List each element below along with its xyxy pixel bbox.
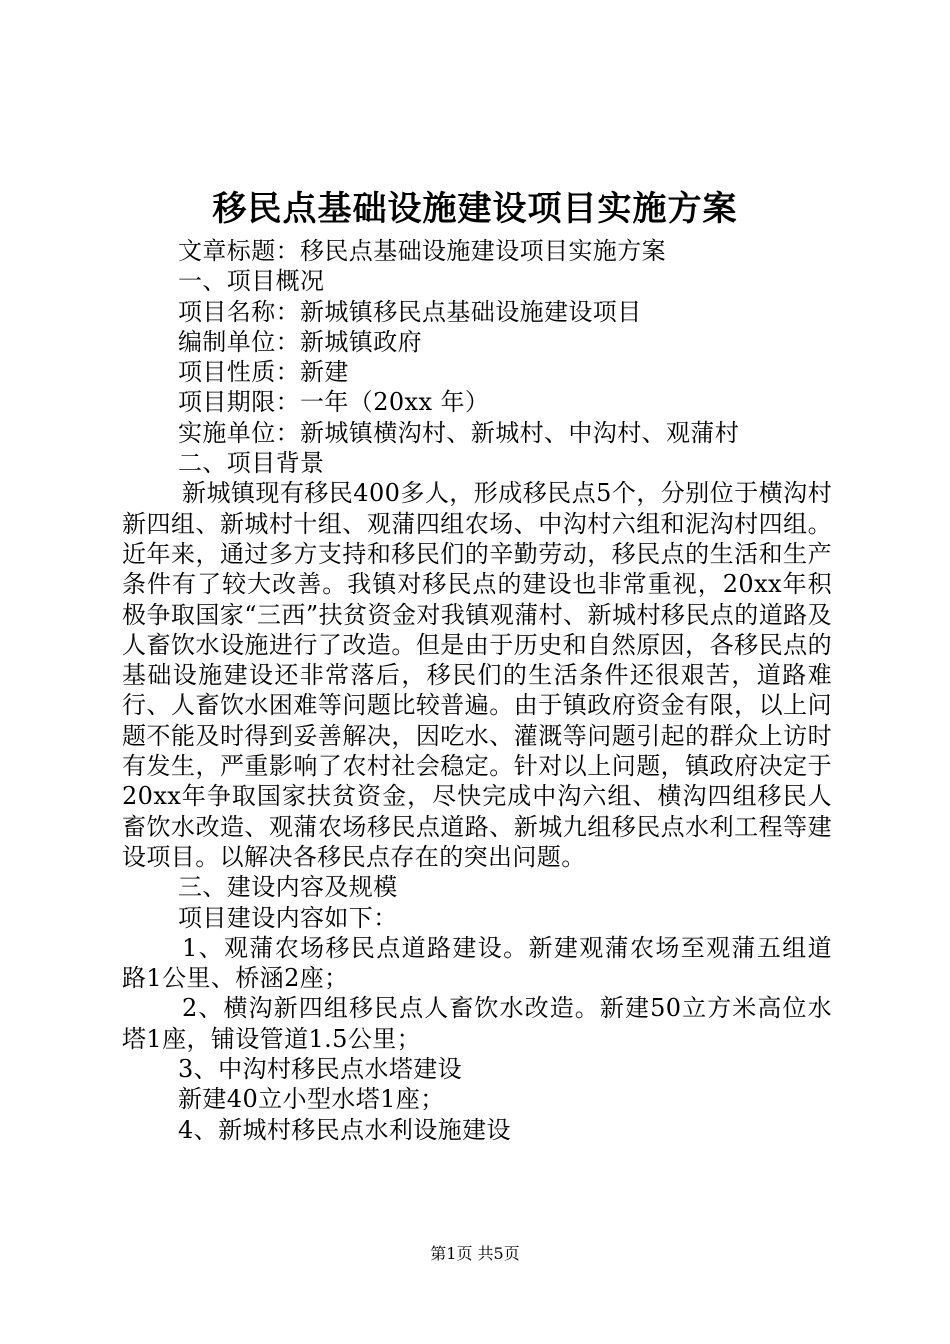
page-number: 第1页 共5页: [430, 1244, 520, 1263]
document-body: [122, 236, 832, 1145]
construction-item-3-heading: 3、中沟村移民点水塔建设: [178, 1055, 463, 1084]
document-title: 移民点基础设施建设项目实施方案: [212, 189, 738, 229]
section-heading-overview: 一、项目概况: [178, 267, 325, 296]
section-heading-construction: 三、建设内容及规模: [178, 873, 398, 902]
construction-item-2: 2、横沟新四组移民点人畜饮水改造。新建50立方米高位水塔1座，铺设管道1.5公里；: [122, 994, 832, 1053]
construction-intro: 项目建设内容如下：: [178, 903, 398, 932]
project-nature-line: 项目性质：新建: [178, 358, 349, 387]
construction-item-4-heading: 4、新城村移民点水利设施建设: [178, 1115, 511, 1144]
article-title-line: 文章标题：移民点基础设施建设项目实施方案: [178, 237, 666, 265]
construction-item-3-text: 新建40立小型水塔1座；: [178, 1085, 445, 1114]
compiler-line: 编制单位：新城镇政府: [178, 327, 422, 356]
background-paragraph: 新城镇现有移民400多人，形成移民点5个，分别位于横沟村新四组、新城村十组、观蒲四组农场、中沟村六组和泥沟村四组。近年来，通过多方支持和移民们的辛勤劳动，移民点的生活和生产条件有了较大改善。我镇对移民点的建设也非常重视，20xx年积极争取国家“三西”扶贫资金对我镇观蒲村、新城村移民点的道路及人畜饮水设施进行了改造。但是由于历史和自然原因，各移民点的基础设施建设还非常落后，移民们的生活条件还很艰苦，道路难行、人畜饮水困难等问题比较普遍。由于镇政府资金有限，以上问题不能及时得到妥善解决，因吃水、灌溉等问题引起的群众上访时有发生，严重影响了农村社会稳定。针对以上问题，镇政府决定于20xx年争取国家扶贫资金，尽快完成中沟六组、横沟四组移民人畜饮水改造、观蒲农场移民点道路、新城九组移民点水利工程等建设项目。以解决各移民点存在的突出问题。: [122, 479, 832, 871]
implementer-line: 实施单位：新城镇横沟村、新城村、中沟村、观蒲村: [178, 418, 740, 447]
section-heading-background: 二、项目背景: [178, 449, 325, 478]
construction-item-1: 1、观蒲农场移民点道路建设。新建观蒲农场至观蒲五组道路1公里、桥涵2座；: [122, 933, 832, 993]
project-term-line: 项目期限：一年（20xx 年）: [178, 388, 490, 417]
project-name-line: 项目名称：新城镇移民点基础设施建设项目: [178, 297, 642, 326]
